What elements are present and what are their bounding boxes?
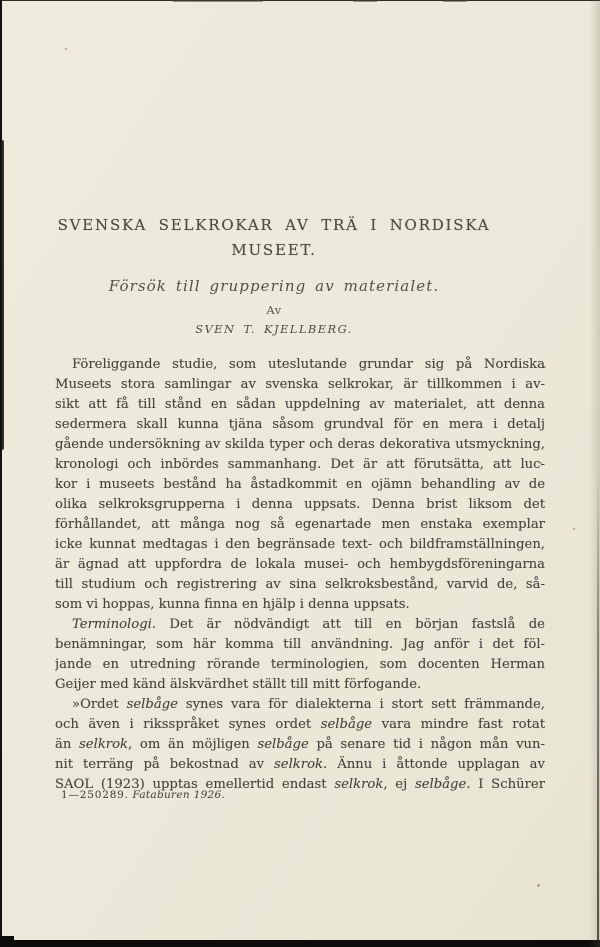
text-segment: vara mindre fast rotat — [372, 717, 545, 732]
scan-edge-right-line — [597, 470, 599, 940]
text-segment: kronologi och inbördes sammanhang. Det är att förutsätta, att luc- — [55, 457, 545, 472]
text-segment: till studium och registrering av sina selkroksbestånd, varvid de, så- — [55, 577, 545, 592]
paper-speck — [65, 48, 67, 50]
body-line — [55, 375, 545, 395]
text-segment: än — [55, 737, 80, 752]
paper-speck — [573, 528, 575, 530]
body-line — [55, 755, 545, 775]
text-segment: selkrok — [334, 777, 384, 792]
body-line — [55, 715, 545, 735]
text-segment: kor i museets bestånd ha åstadkommit en ojämn behandling av de — [55, 477, 545, 492]
body-text — [55, 355, 545, 795]
scan-edge-top-segment — [353, 0, 377, 2]
text-segment: selbåge — [257, 737, 309, 752]
scan-edge-top — [0, 0, 600, 1]
text-segment: som vi hoppas, kunna finna en hjälp i denna uppsats. — [55, 597, 410, 612]
text-segment: är ägnad att uppfordra de lokala musei- och hembygdsföreningarna — [55, 557, 545, 572]
text-segment: Museets stora samlingar av svenska selkrokar, är tillkommen i av- — [55, 377, 545, 392]
body-line — [55, 395, 545, 415]
scan-edge-top-segment — [443, 0, 467, 2]
text-segment: Fataburen 1926. — [132, 789, 226, 801]
byline-prefix: Av — [266, 303, 282, 317]
body-line — [55, 595, 545, 615]
text-segment: , ej — [383, 777, 415, 792]
text-segment: 1—250289. — [61, 789, 129, 801]
body-line — [55, 555, 545, 575]
text-segment: . Ännu i åttonde upplagan av — [323, 757, 545, 772]
text-segment: sikt att få till stånd en sådan uppdelning av materialet, att denna — [55, 397, 545, 412]
paper-speck — [537, 884, 540, 887]
body-line — [55, 435, 545, 455]
body-line — [55, 615, 545, 635]
scan-edge-left-shadow — [0, 140, 4, 450]
author-name: SVEN T. KJELLBERG. — [195, 322, 353, 336]
text-segment: nit terräng på bekostnad av — [55, 757, 275, 772]
text-segment: Terminologi. — [72, 617, 157, 632]
text-segment: selbåge — [126, 697, 178, 712]
body-line — [55, 415, 545, 435]
body-line — [55, 675, 545, 695]
text-segment: . I Schürer — [466, 777, 545, 792]
text-segment: Geijer med känd älskvärdhet ställt till mitt förfogande. — [55, 677, 422, 692]
text-segment: selkrok — [79, 737, 129, 752]
body-line — [55, 475, 545, 495]
body-line — [55, 635, 545, 655]
text-segment: »Ordet — [72, 697, 127, 712]
body-line — [55, 515, 545, 535]
text-segment: jande en utredning rörande terminologien, som docenten Herman — [55, 657, 545, 672]
text-segment: SAOL (1923) upptas emellertid endast — [55, 777, 335, 792]
scan-edge-bottom-corner — [0, 936, 14, 947]
printers-mark — [61, 789, 225, 801]
article-title-line-1: SVENSKA SELKROKAR AV TRÄ I NORDISKA — [57, 216, 491, 234]
body-line — [55, 455, 545, 475]
text-segment: selbåge — [320, 717, 373, 732]
body-line — [55, 575, 545, 595]
text-segment: benämningar, som här komma till användning. Jag anför i det föl- — [55, 637, 545, 652]
text-segment: , om än möjligen — [128, 737, 258, 752]
text-segment: selkrok — [274, 757, 324, 772]
text-segment: gående undersökning av skilda typer och deras dekorativa utsmyckning, — [55, 437, 545, 452]
text-segment: olika selkroksgrupperna i denna uppsats. Denna brist liksom det — [55, 497, 545, 512]
body-line — [55, 655, 545, 675]
text-segment: Det är nödvändigt att till en början fastslå de — [156, 617, 545, 632]
text-segment: selbåge — [414, 777, 467, 792]
body-line — [55, 355, 545, 375]
article-subtitle: Försök till gruppering av materialet. — [108, 277, 440, 295]
text-segment: förhållandet, att många nog så egenartade men enstaka exemplar — [55, 517, 545, 532]
text-segment: icke kunnat medtagas i den begränsade text- och bildframställningen, — [55, 537, 545, 552]
text-segment: på senare tid i någon mån vun- — [308, 737, 545, 752]
scan-edge-top-segment — [173, 0, 263, 2]
text-segment: Föreliggande studie, som uteslutande grundar sig på Nordiska — [72, 357, 545, 372]
body-line — [55, 695, 545, 715]
text-segment: synes vara för dialekterna i stort sett främmande, — [177, 697, 545, 712]
text-segment: sedermera skall kunna tjäna såsom grundval för en mera i detalj — [55, 417, 545, 432]
text-segment: och även i riksspråket synes ordet — [55, 717, 321, 732]
body-line — [55, 735, 545, 755]
body-line — [55, 495, 545, 515]
scan-edge-bottom — [0, 940, 600, 947]
article-title-line-2: MUSEET. — [231, 241, 317, 259]
body-line — [55, 535, 545, 555]
